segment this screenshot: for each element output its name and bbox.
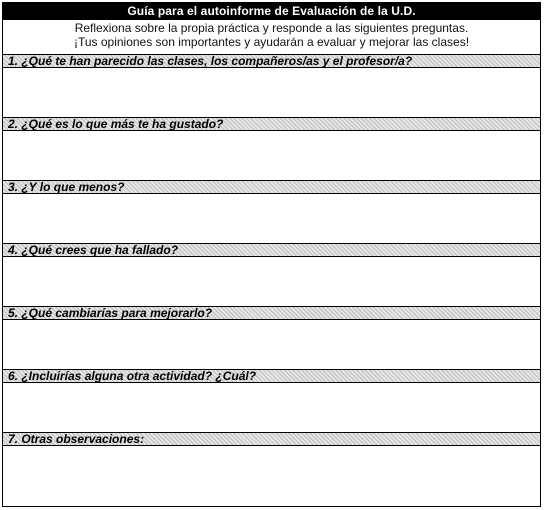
question-4-answer-area[interactable]: [3, 257, 540, 306]
question-7-answer-area[interactable]: [3, 446, 540, 494]
question-7-label: 7. Otras observaciones:: [3, 432, 540, 446]
question-3-label: 3. ¿Y lo que menos?: [3, 180, 540, 194]
question-1-answer-area[interactable]: [3, 68, 540, 117]
question-3-answer-area[interactable]: [3, 194, 540, 243]
evaluation-form: [2, 2, 541, 507]
intro-line-2: ¡Tus opiniones son importantes y ayudarán a evaluar y mejorar las clases!: [73, 35, 470, 49]
form-title: Guía para el autoinforme de Evaluación de la U.D.: [3, 3, 540, 20]
intro-line-1: Reflexiona sobre la propia práctica y responde a las siguientes preguntas.: [74, 21, 469, 35]
question-1-label: 1. ¿Qué te han parecido las clases, los compañeros/as y el profesor/a?: [3, 54, 540, 68]
form-intro: [3, 20, 540, 54]
question-5-label: 5. ¿Qué cambiarías para mejorarlo?: [3, 306, 540, 320]
question-list: [3, 54, 540, 494]
question-6-label: 6. ¿Incluirías alguna otra actividad? ¿Cuál?: [3, 369, 540, 383]
question-2-answer-area[interactable]: [3, 131, 540, 180]
question-5-answer-area[interactable]: [3, 320, 540, 369]
question-2-label: 2. ¿Qué es lo que más te ha gustado?: [3, 117, 540, 131]
question-4-label: 4. ¿Qué crees que ha fallado?: [3, 243, 540, 257]
question-6-answer-area[interactable]: [3, 383, 540, 432]
